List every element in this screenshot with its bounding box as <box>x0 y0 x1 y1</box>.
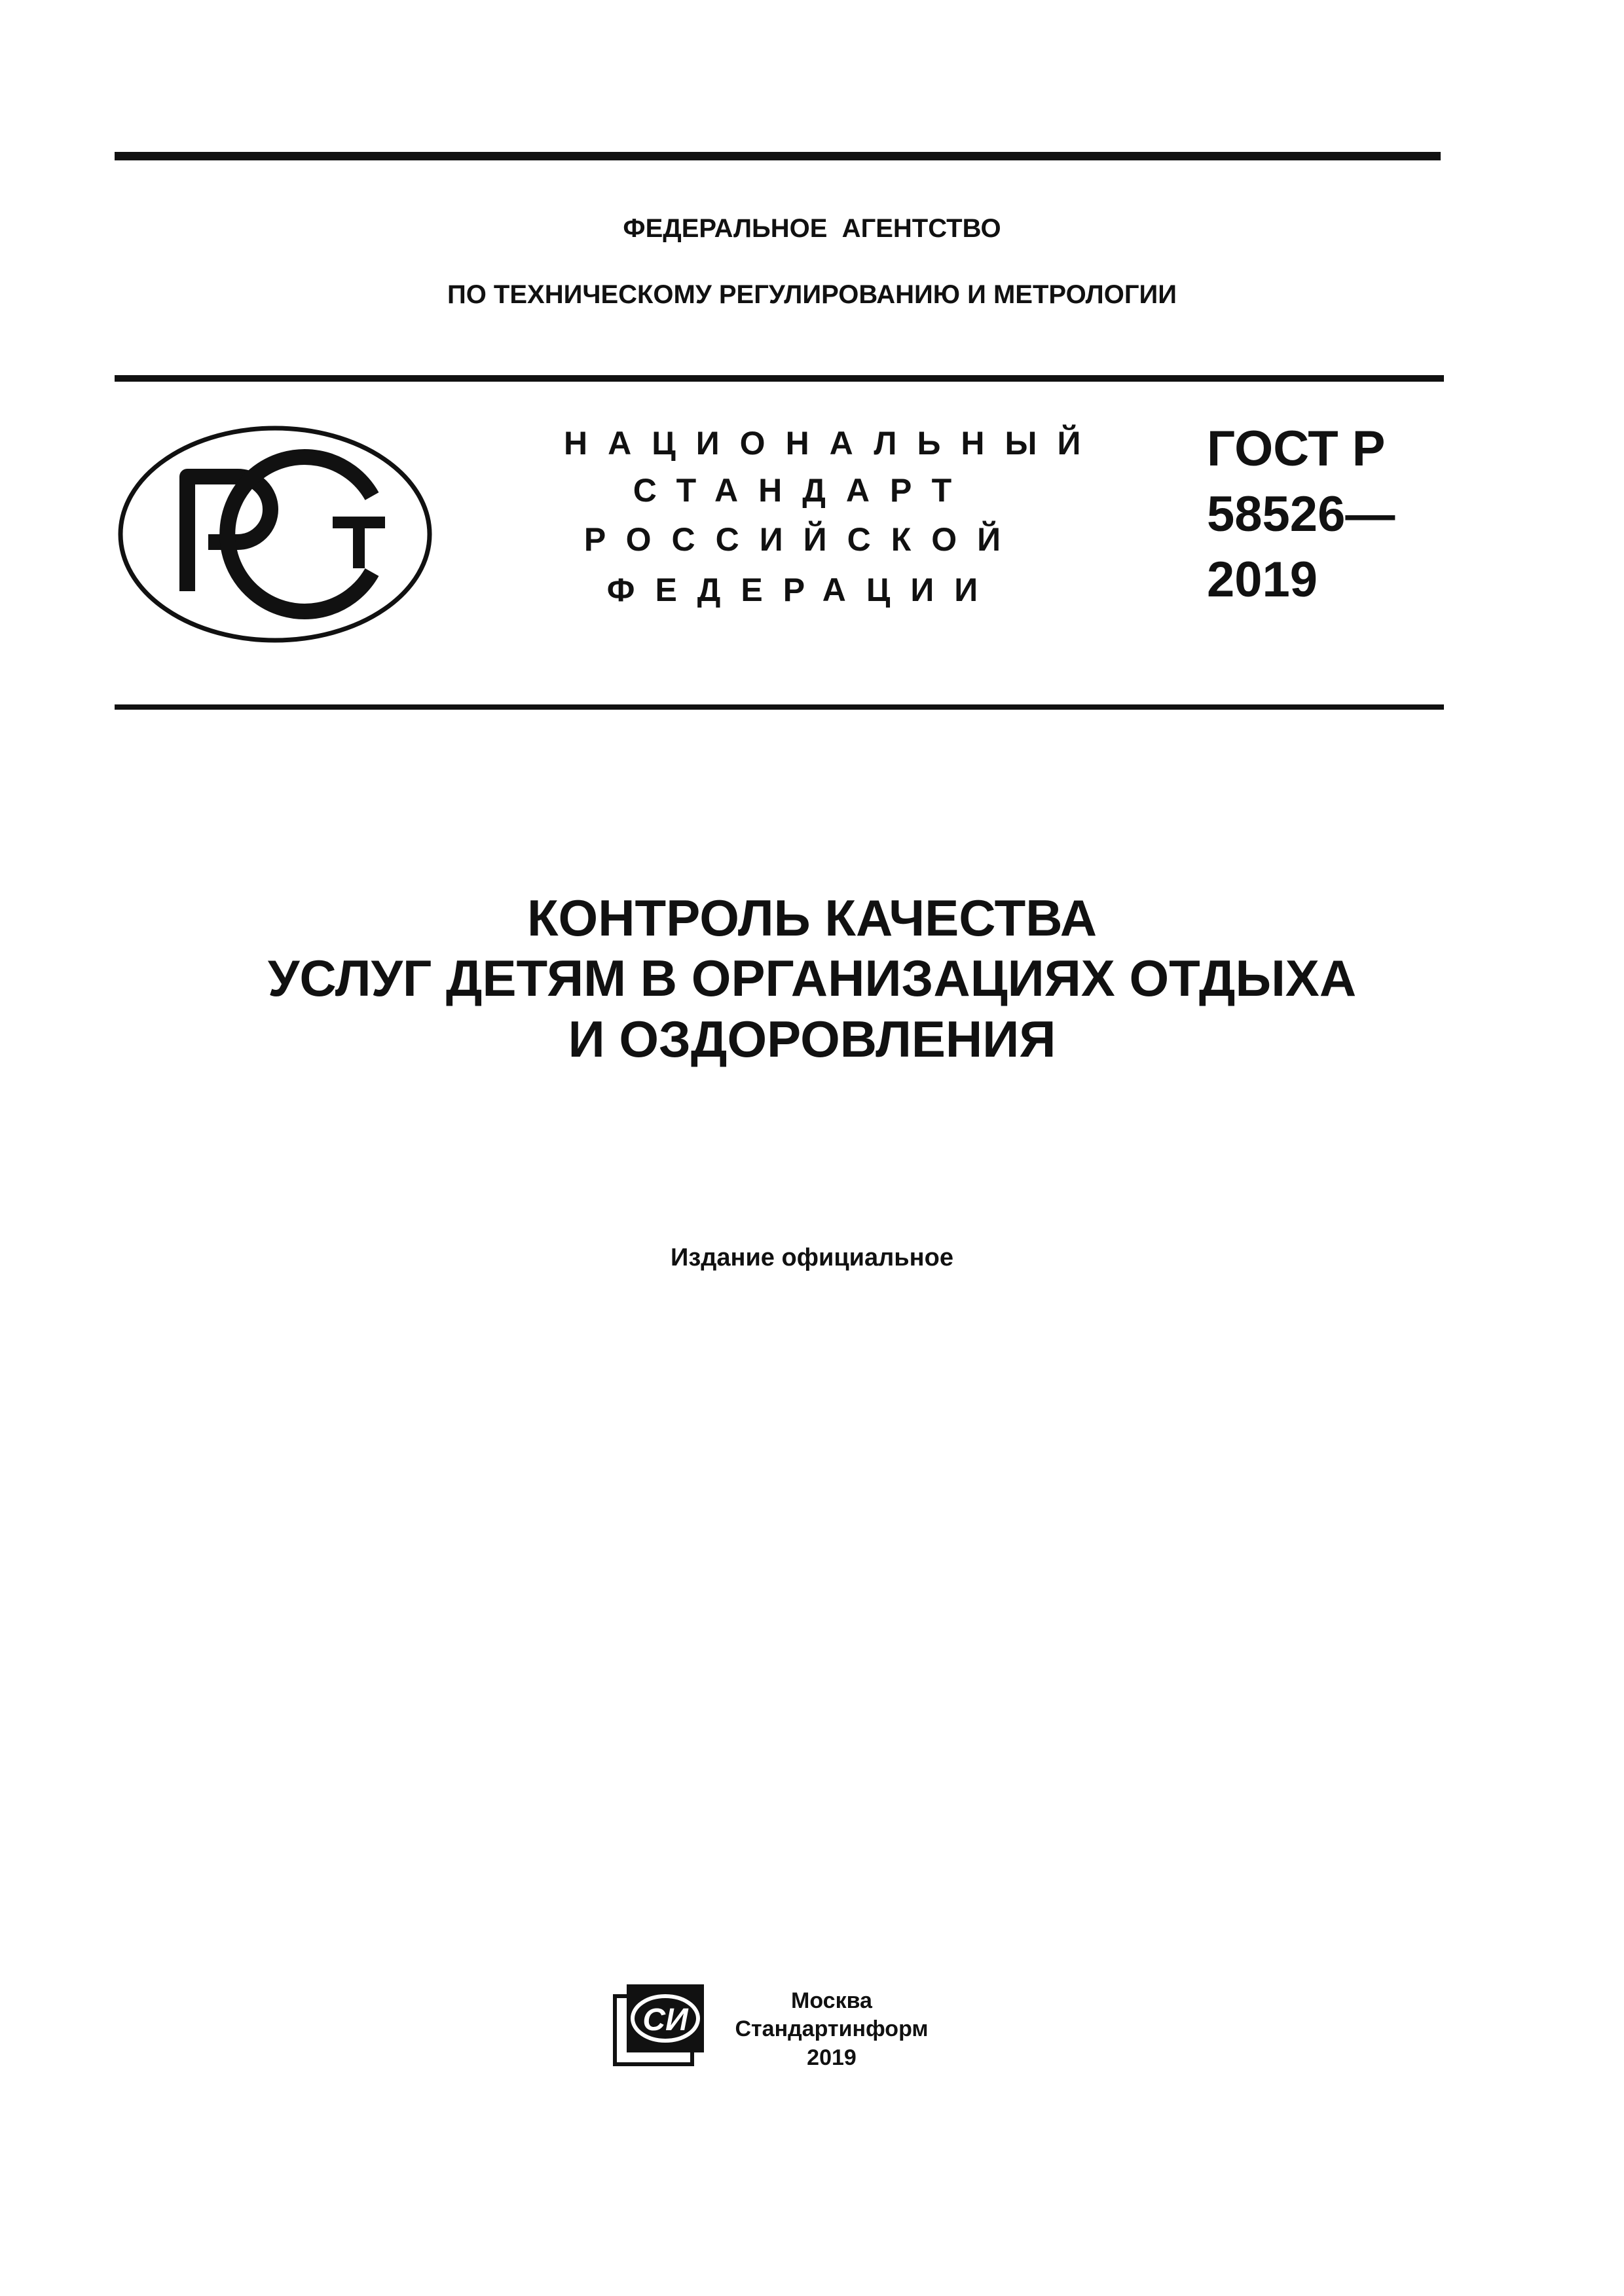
publication-year: 2019 <box>807 2045 857 2070</box>
standard-type-line-3: РОССИЙСКОЙ <box>583 521 1022 558</box>
publisher-name: Стандартинформ <box>735 2016 929 2041</box>
standartinform-logo-icon <box>612 1982 707 2067</box>
emblem-text: РСТ <box>117 424 118 425</box>
standard-type-line-2: СТАНДАРТ <box>633 472 972 509</box>
standard-block-bottom-rule <box>115 704 1444 710</box>
edition-note: Издание официальное <box>671 1244 953 1271</box>
publisher-logo-text: СИ <box>642 2003 688 2037</box>
gost-designation-line-2: 58526— <box>1207 486 1395 542</box>
gost-designation-line-3: 2019 <box>1207 552 1318 608</box>
rst-emblem-icon <box>117 424 434 644</box>
standard-type-line-4: ФЕДЕРАЦИИ <box>606 572 999 608</box>
publisher-city: Москва <box>791 1988 872 2013</box>
standard-type-line-1: НАЦИОНАЛЬНЫЙ <box>564 425 1101 462</box>
gost-designation-line-1: ГОСТ Р <box>1207 421 1386 477</box>
document-title-line-2: УСЛУГ ДЕТЯМ В ОРГАНИЗАЦИЯХ ОТДЫХА <box>267 949 1357 1007</box>
agency-name-line-2: ПО ТЕХНИЧЕСКОМУ РЕГУЛИРОВАНИЮ И МЕТРОЛОГИИ <box>447 280 1177 309</box>
standard-block-top-rule <box>115 375 1444 382</box>
document-title-line-1: КОНТРОЛЬ КАЧЕСТВА <box>526 889 1098 947</box>
agency-name-line-1: ФЕДЕРАЛЬНОЕ АГЕНТСТВО <box>623 214 1001 243</box>
document-title-line-3: И ОЗДОРОВЛЕНИЯ <box>568 1010 1056 1068</box>
top-rule <box>115 152 1441 160</box>
